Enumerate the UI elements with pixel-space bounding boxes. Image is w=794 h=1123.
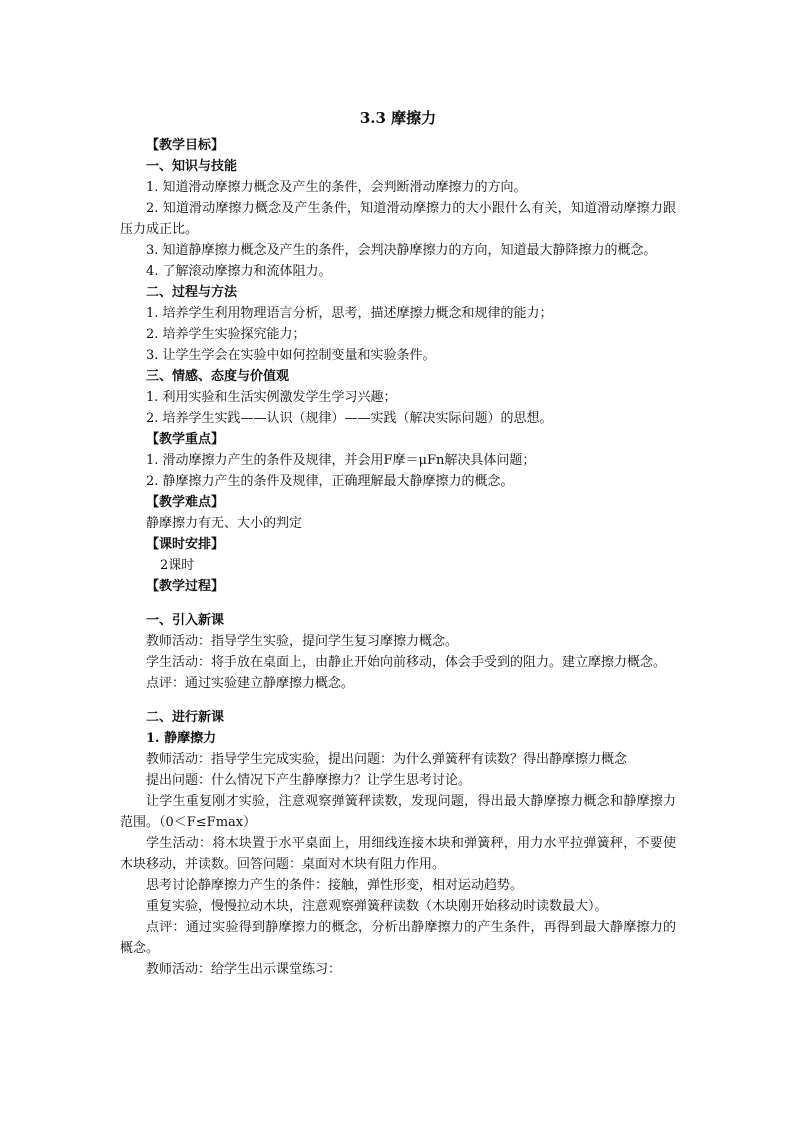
difficulty-text: 静摩擦力有无、大小的判定	[146, 516, 303, 531]
process-item-3: 3. 让学生学会在实验中如何控制变量和实验条件。	[146, 348, 436, 363]
process-header: 【教学过程】	[146, 579, 225, 594]
newlesson-heading: 二、进行新课	[146, 710, 225, 725]
document-page	[120, 104, 676, 980]
newlesson-para-2: 提出问题：什么情况下产生静摩擦力？让学生思考讨论。	[146, 773, 472, 788]
values-item-2: 2. 培养学生实践——认识（规律）——实践（解决实际问题）的思想。	[146, 411, 553, 426]
schedule-text: 2课时	[160, 558, 195, 573]
section-values-heading: 三、情感、态度与价值观	[146, 369, 290, 384]
goals-header: 【教学目标】	[146, 138, 225, 153]
newlesson-para-3: 让学生重复刚才实验，注意观察弹簧秤读数，发现问题，得出最大静摩擦力概念和静摩擦力范围。（0＜F≤Fmax）	[120, 794, 676, 830]
newlesson-para-5: 思考讨论静摩擦力产生的条件：接触，弹性形变，相对运动趋势。	[146, 878, 524, 893]
key-point-2: 2. 静摩擦力产生的条件及规律，正确理解最大静摩擦力的概念。	[146, 474, 514, 489]
knowledge-item-4: 4. 了解滚动摩擦力和流体阻力。	[146, 264, 332, 279]
knowledge-item-1: 1. 知道滑动摩擦力概念及产生的条件，会判断滑动摩擦力的方向。	[146, 180, 527, 195]
knowledge-item-2: 2. 知道滑动摩擦力概念及产生条件，知道滑动摩擦力的大小跟什么有关，知道滑动摩擦力跟压力成正比。	[120, 201, 676, 237]
key-points-header: 【教学重点】	[146, 432, 225, 447]
newlesson-para-4: 学生活动：将木块置于水平桌面上，用细线连接木块和弹簧秤，用力水平拉弹簧秤，不要使木块移动，并读数。回答问题：桌面对木块有阻力作用。	[120, 836, 676, 872]
process-item-2: 2. 培养学生实验探究能力；	[146, 327, 306, 342]
intro-heading: 一、引入新课	[146, 613, 225, 628]
section-knowledge-heading: 一、知识与技能	[146, 159, 238, 174]
intro-comment: 点评：通过实验建立静摩擦力概念。	[146, 676, 355, 691]
newlesson-para-7: 点评：通过实验得到静摩擦力的概念，分析出静摩擦力的产生条件，再得到最大静摩擦力的概念。	[120, 920, 676, 956]
newlesson-para-6: 重复实验，慢慢拉动木块，注意观察弹簧秤读数（木块刚开始移动时读数最大）。	[146, 899, 608, 914]
page-title: 3.3 摩擦力	[359, 109, 437, 127]
newlesson-para-1: 教师活动：指导学生完成实验，提出问题：为什么弹簧秤有读数？得出静摩擦力概念	[146, 752, 628, 767]
difficulty-header: 【教学难点】	[146, 495, 225, 510]
spacer	[120, 597, 676, 610]
section-process-heading: 二、过程与方法	[146, 285, 238, 300]
knowledge-item-3: 3. 知道静摩擦力概念及产生的条件，会判决静摩擦力的方向，知道最大静降擦力的概念。	[146, 243, 657, 258]
schedule-header: 【课时安排】	[146, 537, 225, 552]
key-point-1: 1. 滑动摩擦力产生的条件及规律，并会用F摩＝μFn解决具体问题；	[146, 453, 536, 468]
intro-teacher-activity: 教师活动：指导学生实验，提问学生复习摩擦力概念。	[146, 634, 459, 649]
process-item-1: 1. 培养学生利用物理语言分析，思考，描述摩擦力概念和规律的能力；	[146, 306, 553, 321]
static-friction-heading: 1. 静摩擦力	[146, 731, 217, 746]
intro-student-activity: 学生活动：将手放在桌面上，由静止开始向前移动，体会手受到的阻力。建立摩擦力概念。	[146, 655, 667, 670]
values-item-1: 1. 利用实验和生活实例激发学生学习兴趣；	[146, 390, 397, 405]
newlesson-para-8: 教师活动：给学生出示课堂练习：	[146, 962, 342, 977]
spacer	[120, 694, 676, 707]
